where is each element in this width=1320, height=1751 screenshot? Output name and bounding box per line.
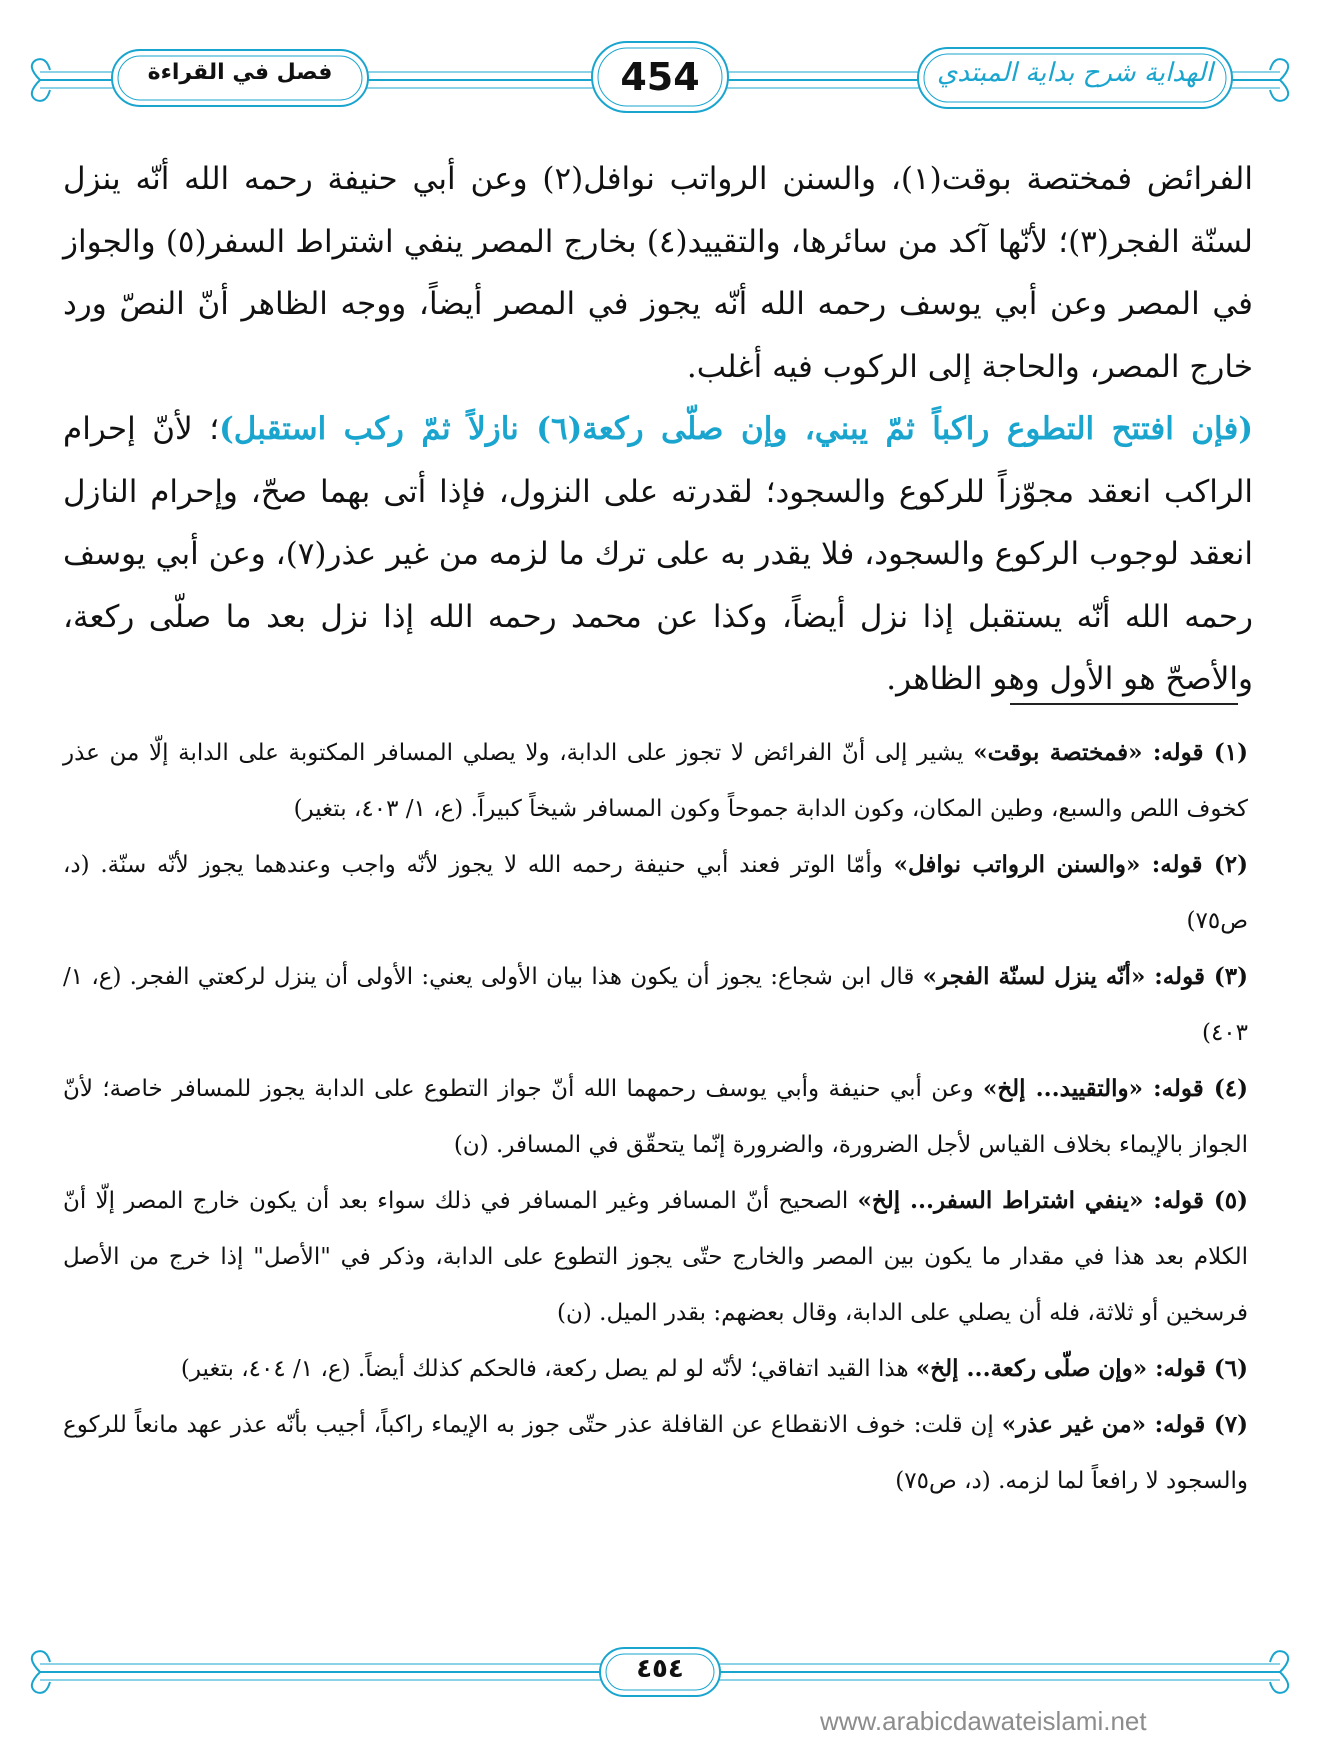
footnote (63, 725, 1248, 837)
footnote-label: (٧) قوله: «من غير عذر» (1001, 1411, 1248, 1438)
footnote-label: (٢) قوله: «والسنن الرواتب نوافل» (893, 851, 1248, 878)
footnote-text: قال ابن شجاع: يجوز أن يكون هذا بيان الأولى يعني: الأولى أن ينزل لركعتي الفجر. (ع، ١/ ٤٠٣) (63, 964, 1248, 1046)
page-footer (0, 1640, 1320, 1710)
footnote-text: الصحيح أنّ المسافر وغير المسافر في ذلك سواء بعد أن يكون خارج المصر إلّا أنّ الكلام بعد هذا في مقدار ما يكون بين المصر والخارج حتّى يجوز التطوع على الدابة، وذكر في "الأصل" إذا خرج من الأصل فرسخين أو ثلاثة، فله أن يصلي على الدابة، وقال بعضهم: بقدر الميل. (ن) (63, 1188, 1248, 1326)
footnote (63, 1061, 1248, 1173)
page-header (0, 0, 1320, 130)
footnote-text: إن قلت: خوف الانقطاع عن القافلة عذر حتّى جوز به الإيماء راكباً، أجيب بأنّه عذر عهد مانعاً للركوع والسجود لا رافعاً لما لزمه. (د، ص٧٥) (63, 1412, 1248, 1494)
paragraph (63, 398, 1253, 711)
footnote-separator (1010, 703, 1238, 705)
footnotes (63, 725, 1248, 1509)
footnote-text: وعن أبي حنيفة وأبي يوسف رحمهما الله أنّ جواز التطوع على الدابة يجوز للمسافر خاصة؛ لأنّ الجواز بالإيماء بخلاف القياس لأجل الضرورة، والضرورة إنّما يتحقّق في المسافر. (ن) (63, 1076, 1248, 1158)
main-text (63, 148, 1253, 711)
footnote-label: (١) قوله: «فمختصة بوقت» (973, 739, 1248, 766)
footnote-label: (٦) قوله: «وإن صلّى ركعة... إلخ» (915, 1355, 1248, 1382)
book-title: الهداية شرح بداية المبتدي (936, 58, 1214, 88)
paragraph: الفرائض فمختصة بوقت(١)، والسنن الرواتب نوافل(٢) وعن أبي حنيفة رحمه الله أنّه ينزل لسنّة الفجر(٣)؛ لأنّها آكد من سائرها، والتقييد(٤) بخارج المصر ينفي اشتراط السفر(٥) والجواز في المصر وعن أبي يوسف رحمه الله أنّه يجوز في المصر أيضاً، ووجه الظاهر أنّ النصّ ورد خارج المصر، والحاجة إلى الركوب فيه أغلب. (63, 161, 1253, 385)
chapter-title: فصل في القراءة (147, 60, 333, 85)
footnote-text: وأمّا الوتر فعند أبي حنيفة رحمه الله لا يجوز لأنّه واجب وعندهما يجوز لأنّه سنّة. (د، ص٧٥) (63, 852, 1248, 934)
footnote-text: يشير إلى أنّ الفرائض لا تجوز على الدابة، ولا يصلي المسافر المكتوبة على الدابة إلّا من عذر كخوف اللص والسبع، وطين المكان، وكون الدابة جموحاً وكون المسافر شيخاً كبيراً. (ع، ١/ ٤٠٣، بتغير) (63, 740, 1248, 822)
page-number: 454 (620, 55, 700, 99)
footnote (63, 1341, 1248, 1397)
footnote-text: هذا القيد اتفاقي؛ لأنّه لو لم يصل ركعة، فالحكم كذلك أيضاً. (ع، ١/ ٤٠٤، بتغير) (180, 1356, 916, 1382)
footnote-label: (٤) قوله: «والتقييد... إلخ» (982, 1075, 1248, 1102)
footnote (63, 837, 1248, 949)
footnote (63, 1397, 1248, 1509)
highlighted-matn: (فإن افتتح التطوع راكباً ثمّ يبني، وإن صلّى ركعة(٦) نازلاً ثمّ ركب استقبل) (219, 411, 1253, 447)
website-watermark[interactable]: www.arabicdawateislami.net (820, 1706, 1147, 1736)
footnote (63, 1173, 1248, 1341)
footnote (63, 949, 1248, 1061)
paragraph-rest: ؛ لأنّ إحرام الراكب انعقد مجوّزاً للركوع والسجود؛ لقدرته على النزول، فإذا أتى بهما صحّ، وإحرام النازل انعقد لوجوب الركوع والسجود، فلا يقدر به على ترك ما لزمه من غير عذر(٧)، وعن أبي يوسف رحمه الله أنّه يستقبل إذا نزل أيضاً، وكذا عن محمد رحمه الله إذا نزل بعد ما صلّى ركعة، والأصحّ هو الأول وهو الظاهر. (63, 411, 1254, 697)
footer-page-number: ٤٥٤ (636, 1654, 684, 1684)
footnote-label: (٣) قوله: «أنّه ينزل لسنّة الفجر» (922, 963, 1248, 990)
footnote-label: (٥) قوله: «ينفي اشتراط السفر... إلخ» (857, 1187, 1249, 1214)
